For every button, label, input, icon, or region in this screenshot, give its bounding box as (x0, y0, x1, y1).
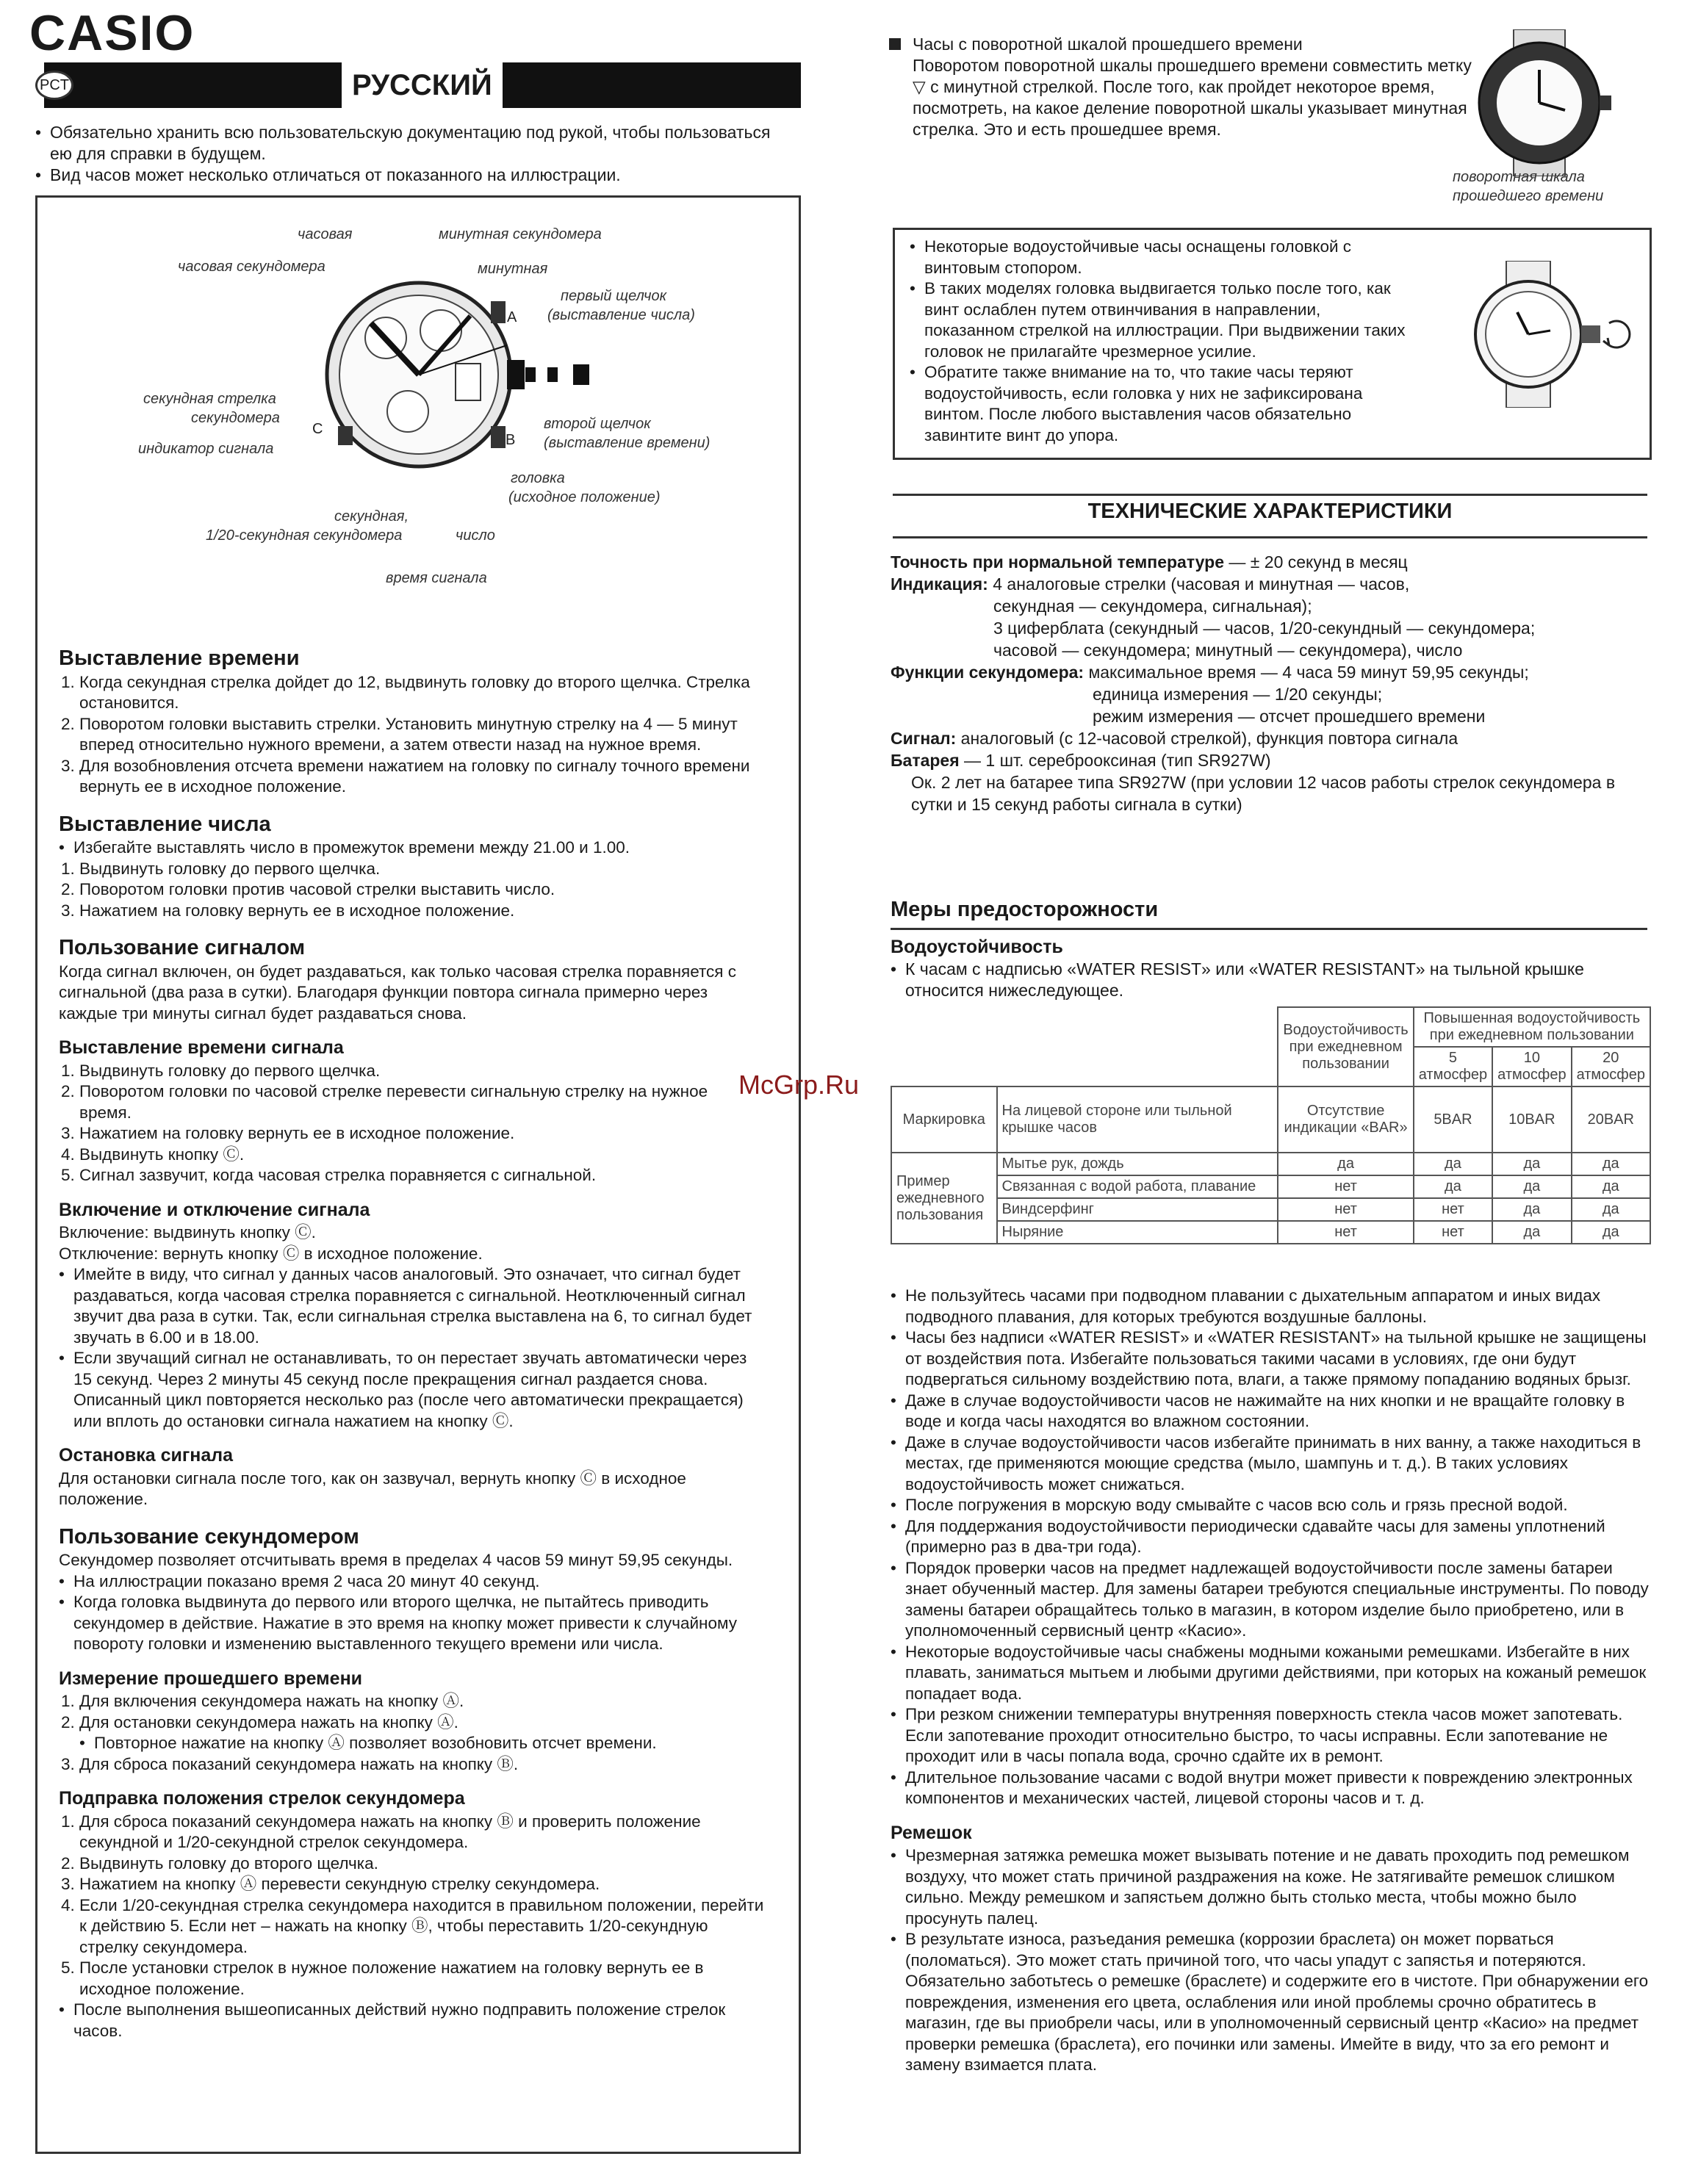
certification-mark: PCT (35, 71, 73, 100)
precautions-rule (891, 928, 1647, 930)
list-item: 4. Если 1/20-секундная стрелка секундомера находится в правильном положении, перейти к действию 5. Если нет – нажать на кнопку Ⓑ, чтобы переставить 1/20-секундную стрелку секундомера. (79, 1895, 764, 1958)
list-item: • Длительное пользование часами с водой внутри может привести к повреждению электронных компонентов и механических частей, лицевой стороны часов и т. д. (891, 1767, 1651, 1809)
table-cell: да (1278, 1153, 1413, 1175)
spec-value: аналоговый (с 12-часовой стрелкой), функция повтора сигнала (956, 729, 1458, 748)
table-cell: 20BAR (1572, 1086, 1650, 1153)
table-cell: 5BAR (1414, 1086, 1492, 1153)
spec-value: секундная — секундомера, сигнальная); (993, 597, 1312, 616)
intro-list (35, 122, 777, 186)
list-item: • Даже в случае водоустойчивости часов не нажимайте на них кнопки и не вращайте головку в воде и когда часы находятся во влажном состоянии. (891, 1391, 1651, 1432)
table-row (891, 1175, 1650, 1198)
list-item: • Часы без надписи «WATER RESIST» и «WATER RESISTANT» на тыльной крышке не защищены от воздействия пота. Избегайте пользоваться такими часами в условиях, где они будут подвергаться сильному воздействию пота, влаги, а также прямому попаданию водяных брызг. (891, 1327, 1651, 1391)
watch-diagram (110, 220, 757, 602)
label-alarm-time: время сигнала (386, 570, 487, 586)
list-item: 1. Выдвинуть головку до первого щелчка. (79, 859, 764, 880)
list-item-text: Для остановки секундомера нажать на кнопку Ⓐ. (79, 1712, 458, 1731)
list-item: • При резком снижении температуры внутренняя поверхность стекла часов может запотевать. Если запотевание проходит относительно быстро, то часы исправны. Если запотевание не проходит или в часы попала вода, срочно сдайте их в ремонт. (891, 1704, 1651, 1767)
list-item: • Когда головка выдвинута до первого или второго щелчка, не пытайтесь приводить секундомер в действие. Нажатие в это время на кнопку может привести к случайному повороту головки и изменению выставленного текущего времени или числа. (59, 1592, 764, 1655)
specs-rule-top (893, 494, 1647, 496)
paragraph: Включение: выдвинуть кнопку Ⓒ. (59, 1223, 316, 1241)
screw-crown-text (910, 237, 1409, 446)
list-item: • Обратите также внимание на то, что такие часы теряют водоустойчивость, если головка у них не зафиксирована винтом. После любого выставления часов обязательно завинтите винт до упора. (910, 362, 1409, 446)
paragraph: Секундомер позволяет отсчитывать время в пределах 4 часов 59 минут 59,95 секунды. (59, 1551, 733, 1569)
list-item: 1. Для сброса показаний секундомера нажать на кнопку Ⓑ и проверить положение секундной и 1/20-секундной стрелок секундомера. (79, 1812, 764, 1853)
table-cell: да (1572, 1175, 1650, 1198)
list-item: • Вид часов может несколько отличаться от показанного на иллюстрации. (35, 165, 777, 186)
label-crown-desc: (исходное положение) (508, 489, 661, 505)
list-item: • После выполнения вышеописанных действий нужно подправить положение стрелок часов. (59, 2000, 764, 2041)
bezel-caption-2: прошедшего времени (1453, 188, 1604, 204)
table-header: 10 атмосфер (1492, 1047, 1571, 1086)
specs-rule-bottom (893, 536, 1647, 538)
list-item: • Даже в случае водоустойчивости часов избегайте принимать в них ванну, а также находиться в местах, где применяются моющие средства (мыло, шампунь и т. д.). В таких условиях водоустойчивость может снижаться. (891, 1432, 1651, 1496)
spec-label: Батарея (891, 751, 960, 770)
list-item: • Обязательно хранить всю пользовательскую документацию под рукой, чтобы пользоваться ею для справки в будущем. (35, 122, 777, 165)
label-stopwatch-second-2: секундомера (191, 410, 280, 426)
table-row (891, 1221, 1650, 1244)
label-stopwatch-second: секундная стрелка (143, 391, 276, 407)
table-cell: нет (1414, 1198, 1492, 1221)
section-title: Выставление времени (59, 646, 300, 670)
table-header: 20 атмосфер (1572, 1047, 1650, 1086)
screw-watch-figure (1473, 261, 1635, 408)
list-item: 4. Выдвинуть кнопку Ⓒ. (79, 1145, 764, 1166)
spec-value: Ок. 2 лет на батарее типа SR927W (при условии 12 часов работы стрелок секундомера в сутки и 15 секунд работы сигнала в сутки) (911, 773, 1616, 814)
bezel-title: Часы с поворотной шкалой прошедшего времени (913, 35, 1303, 54)
spec-value: — ± 20 секунд в месяц (1224, 552, 1408, 572)
table-cell: Ныряние (997, 1221, 1278, 1244)
paragraph: Для остановки сигнала после того, как он зазвучал, вернуть кнопку Ⓒ в исходное положение. (59, 1468, 686, 1508)
label-second-hand: секундная, (334, 508, 409, 525)
spec-value: — 1 шт. сереброоксиная (тип SR927W) (959, 751, 1271, 770)
section-title: Пользование сигналом (59, 936, 306, 959)
list-item: 2. Поворотом головки выставить стрелки. Установить минутную стрелку на 4 — 5 минут вперед относительно нужного времени, а затем отвести назад на нужное время. (79, 714, 764, 756)
label-second-hand-2: 1/20-секундная секундомера (206, 527, 403, 544)
button-c-label: C (312, 421, 323, 437)
list-item: 5. Сигнал зазвучит, когда часовая стрелка поравняется с сигнальной. (79, 1165, 764, 1186)
water-intro (891, 959, 1647, 1001)
button-b-label: B (506, 432, 516, 448)
specs-title: ТЕХНИЧЕСКИЕ ХАРАКТЕРИСТИКИ (1087, 500, 1453, 523)
list-item: • На иллюстрации показано время 2 часа 20 минут 40 секунд. (59, 1571, 764, 1593)
list-item: 2. Поворотом головки против часовой стрелки выставить число. (79, 879, 764, 901)
list-item: • В результате износа, разъедания ремешка (коррозии браслета) он может порваться (поломаться). Это может стать причиной того, что часы упадут с запястья и потеряются. Обязательно заботьтесь о ремешке (браслете) и содержите его в чистоте. При обнаружении его повреждения, изменения его цвета, ослабления или иной проблемы срочно обратитесь в магазин, где вы приобрели часы, или в уполномоченный сервисный центр «Касио» на предмет проверки ремешка (браслета), его починки или замены. Имейте в виду, что за его ремонт и замену взимается плата. (891, 1929, 1651, 2076)
table-cell: Пример ежедневного пользования (891, 1153, 997, 1244)
section-title: Пользование секундомером (59, 1524, 359, 1549)
table-row (891, 1198, 1650, 1221)
list-item (79, 1712, 764, 1754)
table-cell: да (1572, 1198, 1650, 1221)
table-row (891, 1153, 1650, 1175)
list-item: • Имейте в виду, что сигнал у данных часов аналоговый. Это означает, что сигнал будет раздаваться, когда часовая стрелка поравняется с сигнальной. Неотключенный сигнал звучит два раза в сутки. Так, если сигнальная стрелка выставлена на 6, то сигнал будет звучать в 6.00 и в 18.00. (59, 1264, 764, 1348)
list-item: • Если звучащий сигнал не останавливать, то он перестает звучать автоматически через 15 секунд. Через 2 минуты 45 секунд после прекращения сигнал раздается снова. Описанный цикл повторяется несколько раз (после чего автоматически прекращается) или вплоть до остановки сигнала нажатием на кнопку Ⓒ. (59, 1348, 764, 1432)
spec-label: Индикация: (891, 574, 988, 594)
spec-value: часовой — секундомера; минутный — секундомера), число (993, 641, 1463, 660)
casio-logo: CASIO (29, 5, 195, 61)
table-cell: да (1414, 1175, 1492, 1198)
list-item: 1. Выдвинуть головку до первого щелчка. (79, 1061, 764, 1082)
subsection-title: Выставление времени сигнала (59, 1037, 344, 1058)
list-item: • После погружения в морскую воду смывайте с часов всю соль и грязь пресной водой. (891, 1495, 1651, 1516)
table-corner (891, 1007, 1278, 1086)
table-cell: нет (1414, 1221, 1492, 1244)
table-cell: да (1492, 1221, 1571, 1244)
list-item: 1. Когда секундная стрелка дойдет до 12, выдвинуть головку до второго щелчка. Стрелка остановится. (79, 672, 764, 714)
left-column (59, 632, 764, 2041)
label-first-click-desc: (выставление числа) (547, 307, 695, 323)
list-item: 3. Нажатием на головку вернуть ее в исходное положение. (79, 901, 764, 922)
spec-label: Сигнал: (891, 729, 957, 748)
subsection-title: Включение и отключение сигнала (59, 1199, 370, 1220)
list-item: • Для поддержания водоустойчивости периодически сдавайте часы для замены уплотнений (примерно раз в два-три года). (891, 1516, 1651, 1558)
spec-value: единица измерения — 1/20 секунды; (1093, 685, 1383, 704)
table-cell: да (1414, 1153, 1492, 1175)
spec-value: режим измерения — отсчет прошедшего времени (1093, 707, 1486, 726)
table-cell: нет (1278, 1198, 1413, 1221)
table-header: Водоустойчивость при ежедневном пользовании (1278, 1007, 1413, 1086)
label-stopwatch-minute: минутная секундомера (439, 226, 602, 242)
bezel-caption-1: поворотная шкала (1453, 169, 1585, 185)
label-hour: часовая (298, 226, 353, 242)
list-item: 3. Для сброса показаний секундомера нажать на кнопку Ⓑ. (79, 1754, 764, 1776)
spec-value: 4 аналоговые стрелки (часовая и минутная — часов, (988, 574, 1410, 594)
precautions-title: Меры предосторожности (891, 898, 1159, 921)
bezel-watch-icon (1462, 29, 1616, 176)
paragraph: Когда сигнал включен, он будет раздаваться, как только часовая стрелка поравняется с сигнальной (два раза в сутки). Благодаря функции повтора сигнала примерно через каждые три минуты сигнал будет раздаваться снова. (59, 962, 736, 1023)
table-cell: нет (1278, 1175, 1413, 1198)
bezel-text: Поворотом поворотной шкалы прошедшего времени совместить метку ▽ с минутной стрелкой. После того, как пройдет некоторое время, посмотреть, на какое деление поворотной шкалы указывает минутная стрелка. Это и есть прошедшее время. (913, 56, 1472, 139)
section-title: Выставление числа (59, 812, 271, 836)
bezel-section (889, 34, 1477, 140)
label-second-click: второй щелчок (544, 416, 651, 432)
table-cell: да (1492, 1175, 1571, 1198)
subsection-title: Остановка сигнала (59, 1445, 234, 1466)
list-item: 1. Для включения секундомера нажать на кнопку Ⓐ. (79, 1691, 764, 1712)
table-cell: да (1572, 1221, 1650, 1244)
label-first-click: первый щелчок (561, 288, 667, 304)
button-a-label: A (507, 309, 517, 325)
list-item: • Повторное нажатие на кнопку Ⓐ позволяет возобновить отсчет времени. (79, 1733, 764, 1754)
specs-block (891, 551, 1655, 815)
list-item: • Некоторые водоустойчивые часы снабжены модными кожаными ремешками. Избегайте в них плавать, заниматься мытьем и любыми другими действиями, при которых на кожаный ремешок попадает вода. (891, 1642, 1651, 1705)
list-item: • Избегайте выставлять число в промежуток времени между 21.00 и 1.00. (59, 837, 764, 859)
label-crown: головка (511, 470, 565, 486)
label-second-click-desc: (выставление времени) (544, 435, 711, 451)
table-header: 5 атмосфер (1414, 1047, 1492, 1086)
label-alarm-indicator: индикатор сигнала (138, 441, 274, 457)
list-item: • Не пользуйтесь часами при подводном плавании с дыхательным аппаратом и иных видах подводного плавания, для которых требуются воздушные баллоны. (891, 1286, 1651, 1327)
label-stopwatch-hour: часовая секундомера (178, 259, 325, 275)
table-cell: Виндсерфинг (997, 1198, 1278, 1221)
spec-value: 3 циферблата (секундный — часов, 1/20-секундный — секундомера; (993, 619, 1536, 638)
list-item: • Порядок проверки часов на предмет надлежащей водоустойчивости после замены батареи знает обученный мастер. Для замены батареи требуются специальные инструменты. По поводу замены батареи обращайтесь только в магазин, в котором изделие было приобретено, или в уполномоченный сервисный центр «Касио». (891, 1558, 1651, 1642)
list-item: 3. Для возобновления отсчета времени нажатием на головку по сигналу точного времени вернуть ее в исходное положение. (79, 756, 764, 798)
table-cell: Отсутствие индикации «BAR» (1278, 1086, 1413, 1153)
table-cell: да (1572, 1153, 1650, 1175)
water-bullets (891, 1286, 1651, 2076)
label-date: число (456, 527, 495, 544)
strap-title: Ремешок (891, 1822, 972, 1843)
list-item: • Некоторые водоустойчивые часы оснащены головкой с винтовым стопором. (910, 237, 1409, 278)
watermark: McGrp.Ru (738, 1070, 860, 1100)
subsection-title: Подправка положения стрелок секундомера (59, 1788, 465, 1809)
water-table (891, 1006, 1651, 1244)
table-cell: нет (1278, 1221, 1413, 1244)
list-item: 3. Нажатием на головку вернуть ее в исходное положение. (79, 1123, 764, 1145)
table-cell: 10BAR (1492, 1086, 1571, 1153)
label-minute: минутная (478, 261, 548, 277)
list-item: 2. Выдвинуть головку до второго щелчка. (79, 1853, 764, 1875)
table-cell: Маркировка (891, 1086, 997, 1153)
list-item: 3. Нажатием на кнопку Ⓐ перевести секундную стрелку секундомера. (79, 1874, 764, 1895)
subsection-title: Измерение прошедшего времени (59, 1668, 363, 1689)
table-cell: Связанная с водой работа, плавание (997, 1175, 1278, 1198)
language-title: РУССКИЙ (342, 62, 503, 108)
bezel-watch-figure (1462, 29, 1616, 176)
spec-value: максимальное время — 4 часа 59 минут 59,95 секунды; (1084, 663, 1529, 682)
spec-label: Точность при нормальной температуре (891, 552, 1224, 572)
spec-label: Функции секундомера: (891, 663, 1084, 682)
square-bullet-icon (889, 38, 901, 50)
list-item: 5. После установки стрелок в нужное положение нажатием на головку вернуть ее в исходное положение. (79, 1958, 764, 2000)
list-item: • Чрезмерная затяжка ремешка может вызывать потение и не давать проходить под ремешком воздуху, что может стать причиной раздражения на коже. Не затягивайте ремешок слишком сильно. Между ремешком и запястьем должно быть столько места, чтобы можно было просунуть палец. (891, 1845, 1651, 1929)
list-item: • К часам с надписью «WATER RESIST» или «WATER RESISTANT» на тыльной крышке относится нижеследующее. (891, 959, 1647, 1001)
screw-crown-watch-icon (1473, 261, 1635, 408)
table-cell: да (1492, 1153, 1571, 1175)
water-title: Водоустойчивость (891, 937, 1063, 957)
table-header: Повышенная водоустойчивость при ежедневном пользовании (1414, 1007, 1650, 1047)
table-cell: Мытье рук, дождь (997, 1153, 1278, 1175)
paragraph: Отключение: вернуть кнопку Ⓒ в исходное положение. (59, 1244, 483, 1263)
list-item: 2. Поворотом головки по часовой стрелке перевести сигнальную стрелку на нужное время. (79, 1081, 764, 1123)
list-item: • В таких моделях головка выдвигается только после того, как винт ослаблен путем отвинчивания в направлении, показанном стрелкой на иллюстрации. При выдвижении таких головок не прилагайте чрезмерное усилие. (910, 278, 1409, 362)
table-cell: да (1492, 1198, 1571, 1221)
table-cell: На лицевой стороне или тыльной крышке часов (997, 1086, 1278, 1153)
